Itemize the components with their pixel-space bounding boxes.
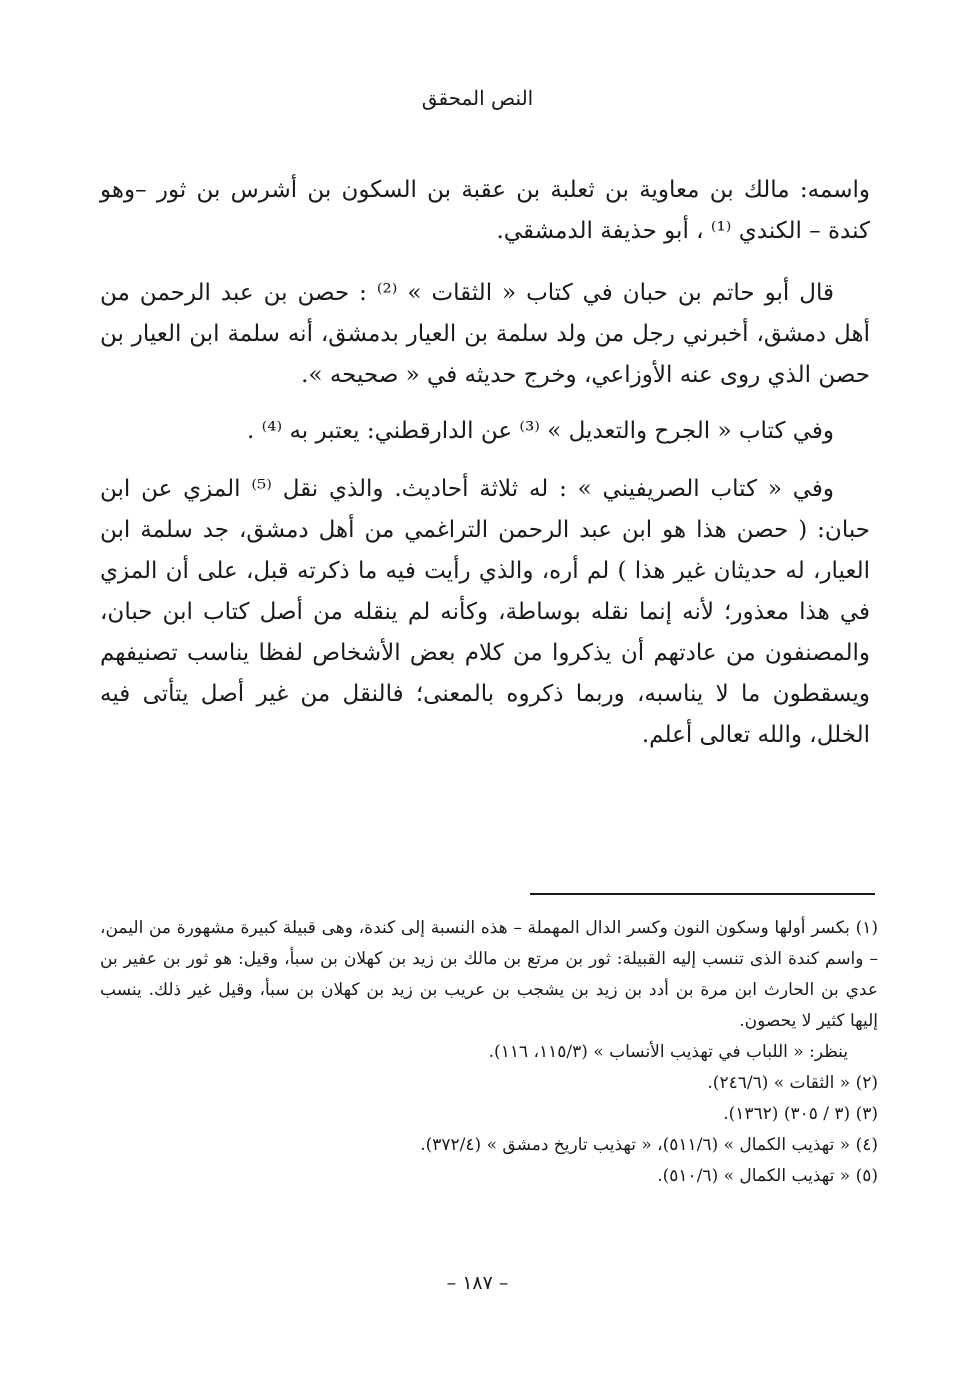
paragraph-ibn-hibban: قال أبو حاتم بن حبان في كتاب « الثقات » ⁽²⁾ : حصن بن عبد الرحمن من أهل دمشق، أخبرني رجل من ولد سلمة بن العيار بدمشق، أنه سلمة ابن العيار بن حصن الذي روى عنه الأوزاعي، وخرج حديثه في « صحيحه ». bbox=[100, 280, 870, 388]
main-text bbox=[100, 170, 870, 756]
footnote-1: (١) بكسر أولها وسكون النون وكسر الدال المهملة – هذه النسبة إلى كندة، وهى قبيلة كبيرة مشهورة من اليمن، – واسم كندة الذى تنسب إليه القبيلة: ثور بن مرتع بن مالك بن زيد بن كهلان بن سبأ، وقيل: هو ثور بن عفير بن عدي بن الحارث ابن مرة بن أدد بن زيد بن يشجب بن عريب بن زيد بن كهلان بن سبأ، وقيل غير ذلك. ينسب إليها كثير لا يحصون. bbox=[100, 918, 878, 1031]
page-number: – ١٨٧ – bbox=[446, 1272, 509, 1294]
footnote-3: (٣) (٣ / ٣٠٥) (١٣٦٢). bbox=[723, 1104, 878, 1124]
paragraph-name: واسمه: مالك بن معاوية بن ثعلبة بن عقبة بن السكون بن أشرس بن ثور –وهو كندة – الكندي ⁽¹⁾ ، أبو حذيفة الدمشقي. bbox=[100, 177, 870, 244]
paragraph-jarh-tadil: وفي كتاب « الجرح والتعديل » ⁽³⁾ عن الدارقطني: يعتبر به ⁽⁴⁾ . bbox=[246, 418, 834, 444]
footnote-1-reference: ينظر: « اللباب في تهذيب الأنساب » (١١٥/٣، ١١٦). bbox=[488, 1042, 848, 1062]
footnote-5: (٥) « تهذيب الكمال » (٥١٠/٦). bbox=[657, 1166, 878, 1186]
footnote-4: (٤) « تهذيب الكمال » (٥١١/٦)، « تهذيب تاريخ دمشق » (٣٧٢/٤). bbox=[420, 1135, 878, 1155]
footnote-2: (٢) « الثقات » (٢٤٦/٦). bbox=[707, 1073, 878, 1093]
footnote-separator bbox=[530, 893, 875, 895]
paragraph-sarifini: وفي « كتاب الصريفيني » : له ثلاثة أحاديث. والذي نقل ⁽⁵⁾ المزي عن ابن حبان: ( حصن هذا هو ابن عبد الرحمن التراغمي من أهل دمشق، جد سلمة ابن العيار، له حديثان غير هذا ) لم أره، والذي رأيت فيه ما ذكرته قبل، على أن المزي في هذا معذور؛ لأنه إنما نقله بوساطة، وكأنه لم ينقله من أصل كتاب ابن حبان، والمصنفون من عادتهم أن يذكروا من كلام بعض الأشخاص لفظا يناسب تصنيفهم ويسقطون ما لا يناسبه، وربما ذكروه بالمعنى؛ فالنقل من غير أصل يتأتى فيه الخلل، والله تعالى أعلم. bbox=[100, 476, 870, 748]
running-head: النص المحقق bbox=[421, 86, 534, 110]
footnotes bbox=[100, 913, 878, 1192]
